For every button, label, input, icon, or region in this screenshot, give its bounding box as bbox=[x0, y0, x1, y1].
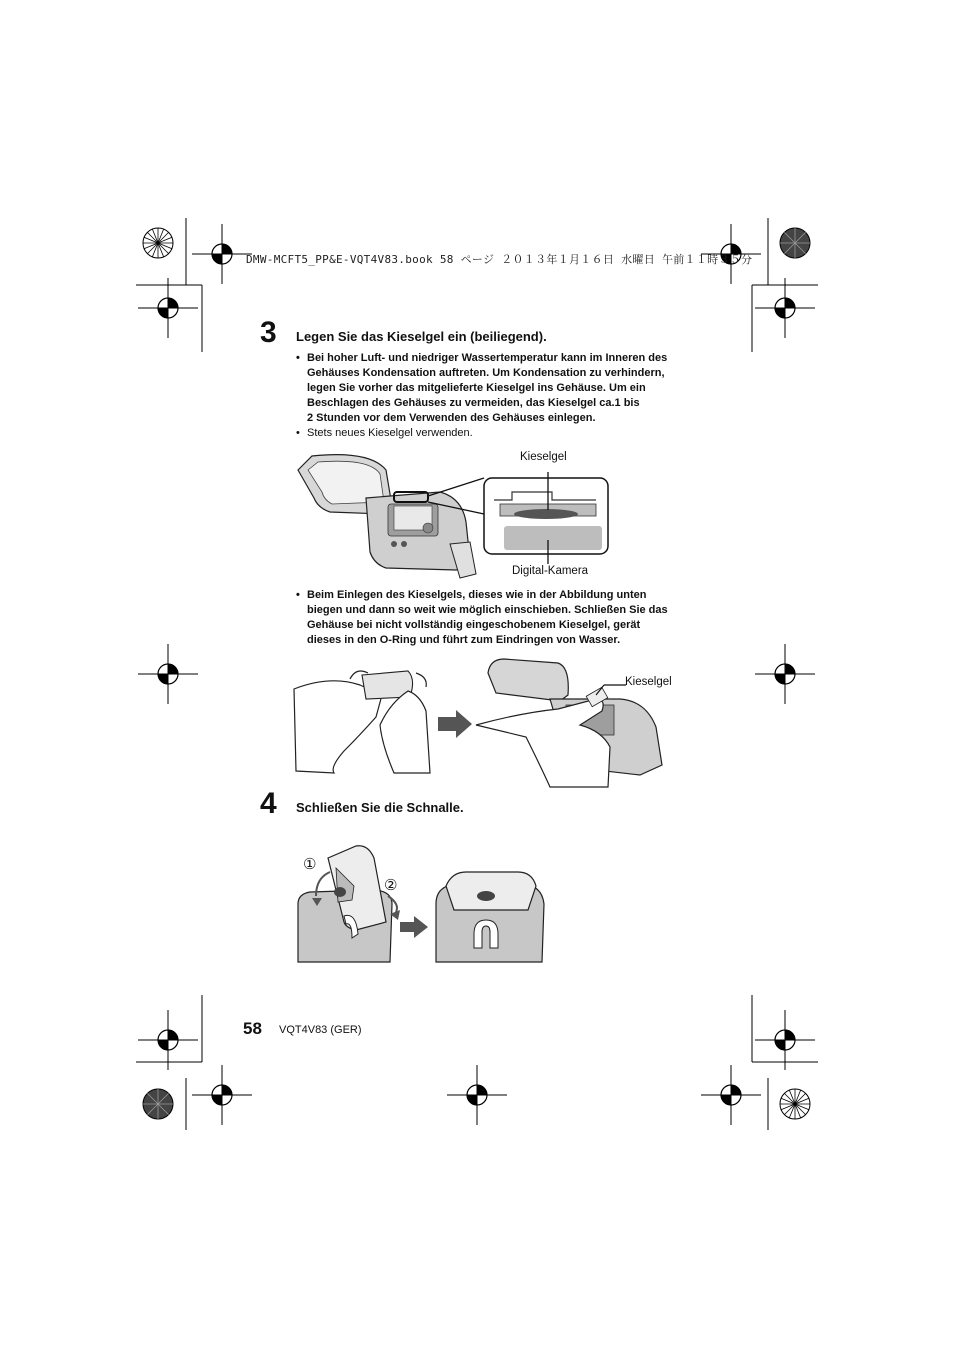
bullet-line: Beschlagen des Gehäuses zu vermeiden, das Kieselgel ca.1 bis bbox=[307, 397, 640, 409]
bullet-insertion-warning bbox=[296, 588, 707, 648]
bullet-line: dieses in den O-Ring und führt zum Eindringen von Wasser. bbox=[307, 634, 621, 646]
step-4-title: Schließen Sie die Schnalle. bbox=[296, 800, 464, 815]
page-number: 58 bbox=[243, 1019, 262, 1038]
bullet-line: Gehäuse bei nicht vollständig eingeschobenem Kieselgel, gerät bbox=[307, 619, 641, 631]
bullet-line: legen Sie vorher das mitgelieferte Kieselgel ins Gehäuse. Um ein bbox=[307, 382, 646, 394]
bullet-line: 2 Stunden vor dem Verwenden des Gehäuses einlegen. bbox=[307, 412, 596, 424]
bullet-dot-icon: • bbox=[296, 427, 300, 439]
bullet-new-silica bbox=[296, 426, 707, 441]
step-3-number: 3 bbox=[260, 316, 277, 349]
arrow-right-icon bbox=[438, 710, 472, 738]
step-marker-1: ① bbox=[303, 856, 317, 873]
step-4-number: 4 bbox=[260, 787, 277, 820]
label-kieselgel: Kieselgel bbox=[520, 451, 567, 463]
label-kieselgel-insert: Kieselgel bbox=[625, 676, 672, 688]
document-code: VQT4V83 (GER) bbox=[279, 1024, 362, 1036]
bullet-line: Bei hoher Luft- und niedriger Wassertemperatur kann im Inneren des bbox=[307, 352, 668, 364]
arrow-right-icon bbox=[400, 916, 428, 938]
bullet-line: Stets neues Kieselgel verwenden. bbox=[307, 427, 473, 439]
bullet-line: Gehäuses Kondensation auftreten. Um Kondensation zu verhindern, bbox=[307, 367, 665, 379]
bullet-dot-icon: • bbox=[296, 352, 300, 364]
step-3-title: Legen Sie das Kieselgel ein (beiliegend). bbox=[296, 329, 547, 344]
bullet-condensation bbox=[296, 351, 707, 426]
bullet-line: biegen und dann so weit wie möglich einschieben. Schließen Sie das bbox=[307, 604, 668, 616]
label-digital-kamera: Digital-Kamera bbox=[512, 565, 589, 577]
print-header: DMW-MCFT5_PP&E-VQT4V83.book 58 ページ ２０１３年１月１６日 水曜日 午前１１時３５分 bbox=[246, 253, 753, 266]
bullet-line: Beim Einlegen des Kieselgels, dieses wie in der Abbildung unten bbox=[307, 589, 647, 601]
figure-bend-and-insert bbox=[290, 655, 675, 790]
figure-close-buckle bbox=[296, 838, 548, 964]
step-marker-2: ② bbox=[384, 877, 398, 894]
bullet-dot-icon: • bbox=[296, 589, 300, 601]
